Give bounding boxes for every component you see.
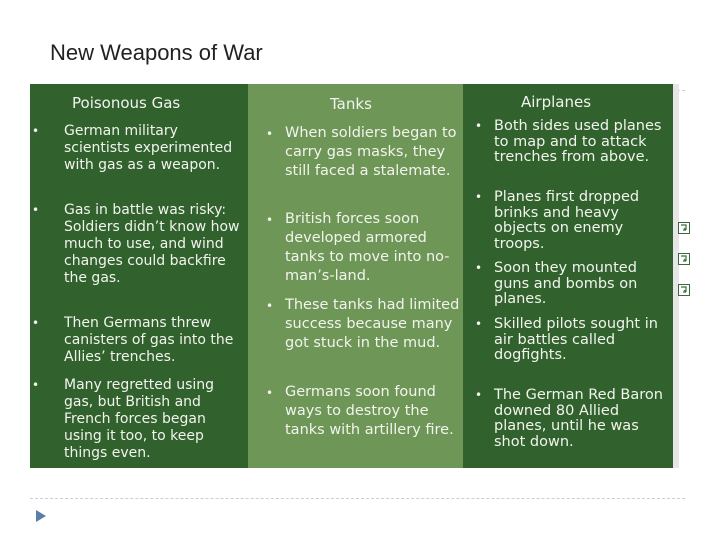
list-item-text: Many regretted using gas, but British and French forces began using it too, to keep things even. bbox=[64, 377, 215, 461]
bottom-divider bbox=[30, 498, 685, 499]
list-item bbox=[34, 202, 240, 287]
bullet-icon: • bbox=[475, 190, 483, 204]
bullet-icon: • bbox=[32, 378, 40, 392]
list-item-text: Soon they mounted guns and bombs on planes. bbox=[494, 260, 638, 307]
list-item bbox=[475, 190, 671, 252]
action-button-icon[interactable] bbox=[678, 284, 690, 296]
list-item bbox=[475, 261, 671, 308]
list-item-text: The German Red Baron downed 80 Allied planes, until he was shot down. bbox=[494, 387, 663, 450]
list-item bbox=[475, 119, 671, 166]
list-item-text: Planes first dropped brinks and heavy objects on enemy troops. bbox=[494, 189, 640, 252]
bullet-icon: • bbox=[475, 261, 483, 275]
list-item bbox=[266, 296, 460, 353]
bullet-icon: • bbox=[475, 317, 483, 331]
bullet-icon: • bbox=[475, 119, 483, 133]
column-heading: Airplanes bbox=[521, 93, 592, 111]
bullet-icon: • bbox=[32, 124, 40, 138]
panel-shadow bbox=[673, 84, 679, 468]
bullet-icon: • bbox=[266, 386, 274, 400]
list-item bbox=[266, 383, 460, 440]
bullet-icon: • bbox=[266, 213, 274, 227]
list-item bbox=[34, 377, 240, 462]
list-item-text: German military scientists experimented with gas as a weapon. bbox=[64, 123, 233, 173]
column-heading: Tanks bbox=[330, 95, 372, 113]
list-item-text: Germans soon found ways to destroy the tanks with artillery fire. bbox=[285, 384, 454, 438]
nav-forward-arrow-icon[interactable] bbox=[35, 508, 47, 522]
list-item-text: Both sides used planes to map and to attack trenches from above. bbox=[494, 118, 662, 165]
list-item-text: British forces soon developed armored tanks to move into no-man’s-land. bbox=[285, 211, 450, 284]
list-item-text: When soldiers began to carry gas masks, they still faced a stalemate. bbox=[285, 125, 457, 179]
column-airplanes bbox=[463, 84, 673, 468]
bullet-icon: • bbox=[32, 316, 40, 330]
list-item-text: Skilled pilots sought in air battles called dogfights. bbox=[494, 316, 658, 363]
bullet-icon: • bbox=[266, 299, 274, 313]
list-item-text: Gas in battle was risky: Soldiers didn’t know how much to use, and wind changes could backfire the gas. bbox=[64, 202, 240, 286]
list-item bbox=[475, 388, 671, 450]
list-item bbox=[34, 315, 240, 366]
list-item bbox=[266, 210, 460, 286]
slide-title: New Weapons of War bbox=[50, 40, 263, 65]
action-button-icon[interactable] bbox=[678, 253, 690, 265]
bullet-icon: • bbox=[475, 388, 483, 402]
bullet-icon: • bbox=[32, 203, 40, 217]
column-poisonous-gas bbox=[30, 84, 248, 468]
column-heading: Poisonous Gas bbox=[72, 94, 181, 112]
list-item bbox=[34, 123, 240, 174]
bullet-icon: • bbox=[266, 127, 274, 141]
action-button-icon[interactable] bbox=[678, 222, 690, 234]
list-item-text: Then Germans threw canisters of gas into the Allies’ trenches. bbox=[64, 315, 234, 365]
column-tanks bbox=[248, 84, 463, 468]
list-item bbox=[475, 317, 671, 364]
list-item bbox=[266, 124, 460, 181]
list-item-text: These tanks had limited success because many got stuck in the mud. bbox=[285, 297, 460, 351]
